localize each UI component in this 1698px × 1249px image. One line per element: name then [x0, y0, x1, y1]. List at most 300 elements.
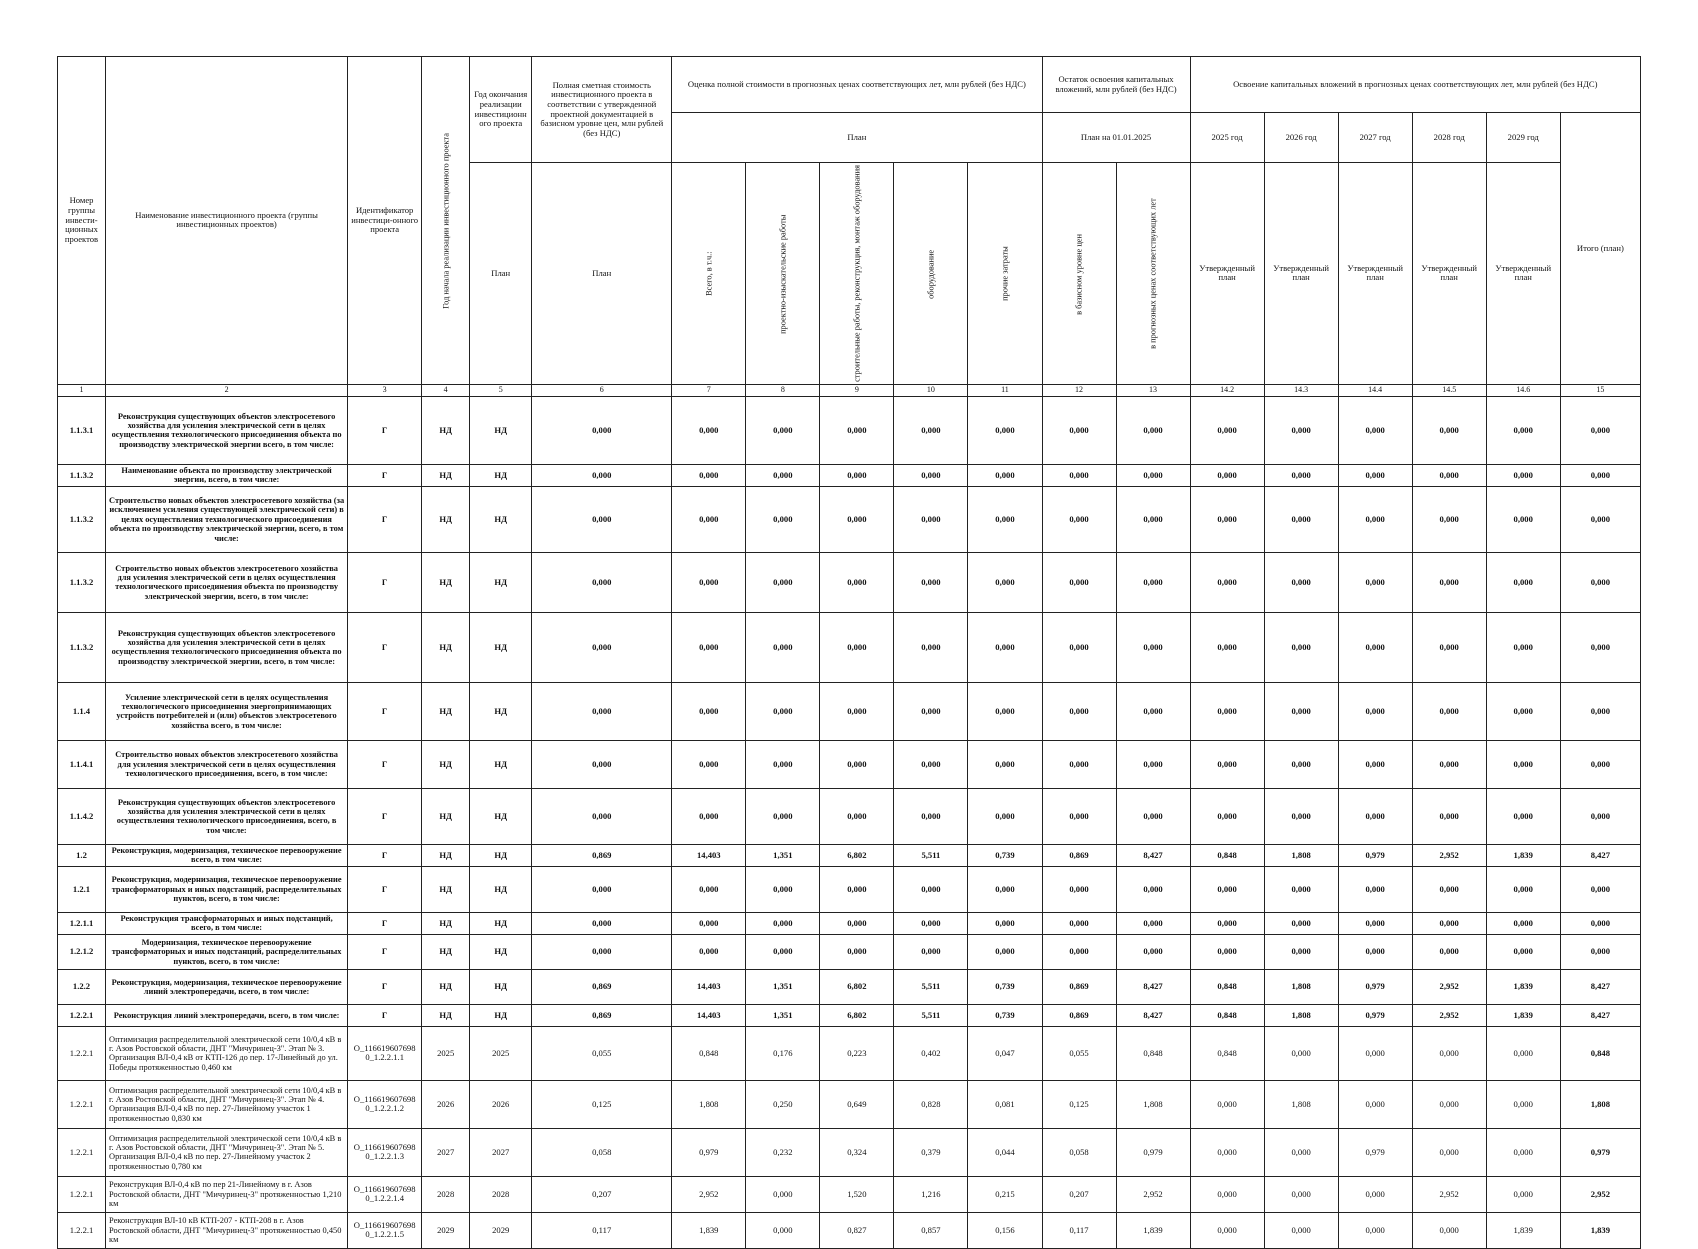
identifier-cell: О_116619607698 0_1.2.2.1.4 [348, 1176, 422, 1212]
identifier-cell: Г [348, 740, 422, 788]
identifier-cell: Г [348, 788, 422, 844]
other-cost-cell: 0,000 [968, 912, 1042, 934]
construction-cost-cell: 0,223 [820, 1026, 894, 1080]
plan-2027-cell: 0,000 [1338, 396, 1412, 464]
column-number: 14.4 [1338, 384, 1412, 396]
total-plan-cell: 0,848 [1560, 1026, 1640, 1080]
remaining-forecast-cell: 1,808 [1116, 1080, 1190, 1128]
group-number-cell: 1.2.1.1 [58, 912, 106, 934]
equipment-cost-cell: 0,000 [894, 912, 968, 934]
end-year-cell: 2025 [470, 1026, 532, 1080]
remaining-forecast-cell: 2,952 [1116, 1176, 1190, 1212]
plan-2026-cell: 0,000 [1264, 740, 1338, 788]
remaining-base-cell: 0,000 [1042, 740, 1116, 788]
project-name-cell: Строительство новых объектов электросетевого хозяйства (за исключением усиления существующей электрической сети) в целях осуществления технологического присоединения объекта по производству электрической энергии, всего, в том числе: [106, 486, 348, 552]
column-number: 15 [1560, 384, 1640, 396]
plan-2026-cell: 0,000 [1264, 464, 1338, 486]
estimate-cost-cell: 0,000 [532, 612, 672, 682]
project-name-cell: Реконструкция, модернизация, техническое перевооружение всего, в том числе: [106, 844, 348, 866]
approved-2027-header: Утвержденный план [1338, 163, 1412, 385]
construction-cost-cell: 0,000 [820, 740, 894, 788]
forecast-total-cell: 0,000 [672, 788, 746, 844]
start-year-cell: 2028 [422, 1176, 470, 1212]
estimate-cost-cell: 0,000 [532, 682, 672, 740]
plan-2028-cell: 0,000 [1412, 1212, 1486, 1248]
forecast-total-cell: 1,808 [672, 1080, 746, 1128]
column-number: 14.5 [1412, 384, 1486, 396]
plan-2025-cell: 0,000 [1190, 1212, 1264, 1248]
plan-2027-cell: 0,000 [1338, 740, 1412, 788]
other-cost-cell: 0,000 [968, 788, 1042, 844]
total-plan-cell: 0,000 [1560, 866, 1640, 912]
remaining-forecast-cell: 0,979 [1116, 1128, 1190, 1176]
end-year-cell: НД [470, 396, 532, 464]
project-name-cell: Реконструкция ВЛ-10 кВ КТП-207 - КТП-208 в г. Азов Ростовской области, ДНТ "Мичуринец-3" протяженностью 0,450 км [106, 1212, 348, 1248]
plan-2028-cell: 0,000 [1412, 612, 1486, 682]
forecast-total-cell: 0,000 [672, 912, 746, 934]
approved-2025-header: Утвержденный план [1190, 163, 1264, 385]
plan-2026-cell: 0,000 [1264, 866, 1338, 912]
project-name-cell: Реконструкция существующих объектов электросетевого хозяйства для усиления электрической сети в целях осуществления технологического присоединения объекта по производству электрической энергии всего, в том числе: [106, 396, 348, 464]
forecast-total-cell: 1,839 [672, 1212, 746, 1248]
group-number-cell: 1.2.2.1 [58, 1080, 106, 1128]
group-number-cell: 1.2.2.1 [58, 1026, 106, 1080]
other-cost-cell: 0,000 [968, 612, 1042, 682]
remaining-base-cell: 0,207 [1042, 1176, 1116, 1212]
col-end-year-header: Год окончания реализации инвестиционн ого проекта [470, 57, 532, 163]
forecast-total-cell: 0,000 [672, 612, 746, 682]
plan-2029-cell: 0,000 [1486, 1176, 1560, 1212]
sub-total-header: Всего, в т.ч.: [672, 163, 746, 385]
total-plan-cell: 0,979 [1560, 1128, 1640, 1176]
table-row [58, 464, 1641, 486]
total-plan-cell: 8,427 [1560, 844, 1640, 866]
start-year-cell: НД [422, 740, 470, 788]
plan-2025-cell: 0,000 [1190, 866, 1264, 912]
group-number-cell: 1.2.2.1 [58, 1128, 106, 1176]
plan-2028-cell: 0,000 [1412, 552, 1486, 612]
plan-2029-cell: 0,000 [1486, 866, 1560, 912]
total-plan-cell: 0,000 [1560, 788, 1640, 844]
table-row [58, 552, 1641, 612]
identifier-cell: Г [348, 612, 422, 682]
plan-2026-cell: 0,000 [1264, 682, 1338, 740]
table-row [58, 969, 1641, 1004]
equipment-cost-cell: 0,000 [894, 934, 968, 969]
table-row [58, 682, 1641, 740]
identifier-cell: О_116619607698 0_1.2.2.1.2 [348, 1080, 422, 1128]
project-name-cell: Реконструкция линий электропередачи, всего, в том числе: [106, 1004, 348, 1026]
plan-2026-cell: 0,000 [1264, 486, 1338, 552]
estimate-cost-cell: 0,000 [532, 552, 672, 612]
forecast-total-cell: 0,000 [672, 464, 746, 486]
column-number: 7 [672, 384, 746, 396]
plan-2029-cell: 0,000 [1486, 552, 1560, 612]
start-year-cell: НД [422, 612, 470, 682]
remaining-base-cell: 0,000 [1042, 788, 1116, 844]
project-name-cell: Строительство новых объектов электросетевого хозяйства для усиления электрической сети в целях осуществления технологического присоединения объекта по производству электрической энергии, всего, в том числе: [106, 552, 348, 612]
column-number: 11 [968, 384, 1042, 396]
equipment-cost-cell: 0,379 [894, 1128, 968, 1176]
group-number-cell: 1.1.4.1 [58, 740, 106, 788]
total-plan-cell: 0,000 [1560, 912, 1640, 934]
remaining-base-cell: 0,055 [1042, 1026, 1116, 1080]
remaining-base-cell: 0,869 [1042, 969, 1116, 1004]
estimate-cost-cell: 0,000 [532, 486, 672, 552]
plan-2025-cell: 0,000 [1190, 1128, 1264, 1176]
total-plan-cell: 0,000 [1560, 552, 1640, 612]
construction-cost-cell: 0,649 [820, 1080, 894, 1128]
total-plan-cell: 0,000 [1560, 396, 1640, 464]
start-year-cell: НД [422, 934, 470, 969]
start-year-cell: 2027 [422, 1128, 470, 1176]
estimate-cost-cell: 0,125 [532, 1080, 672, 1128]
construction-cost-cell: 6,802 [820, 1004, 894, 1026]
project-name-cell: Реконструкция, модернизация, техническое перевооружение трансформаторных и иных подстанций, распределительных пунктов, всего, в том числе: [106, 866, 348, 912]
end-year-cell: НД [470, 844, 532, 866]
plan-2027-cell: 0,000 [1338, 612, 1412, 682]
remaining-base-cell: 0,000 [1042, 866, 1116, 912]
other-cost-cell: 0,156 [968, 1212, 1042, 1248]
column-number: 4 [422, 384, 470, 396]
column-number: 1 [58, 384, 106, 396]
other-cost-cell: 0,739 [968, 969, 1042, 1004]
plan-2026-cell: 0,000 [1264, 1128, 1338, 1176]
remaining-forecast-cell: 0,000 [1116, 866, 1190, 912]
table-row [58, 844, 1641, 866]
identifier-cell: Г [348, 912, 422, 934]
investment-table [57, 56, 1641, 1249]
identifier-cell: Г [348, 844, 422, 866]
end-year-cell: НД [470, 1004, 532, 1026]
project-name-cell: Оптимизация распределительной электрической сети 10/0,4 кВ в г. Азов Ростовской области, ДНТ "Мичуринец-3". Этап № 3. Организация ВЛ-0,4 кВ от КТП-126 до пер. 17-Линейный до ул. Победы протяженностью 0,460 км [106, 1026, 348, 1080]
remaining-forecast-cell: 0,000 [1116, 788, 1190, 844]
plan-2026-cell: 0,000 [1264, 552, 1338, 612]
forecast-total-cell: 0,000 [672, 682, 746, 740]
remaining-forecast-cell: 8,427 [1116, 844, 1190, 866]
end-year-cell: НД [470, 552, 532, 612]
estimate-cost-cell: 0,207 [532, 1176, 672, 1212]
group-number-cell: 1.1.3.2 [58, 612, 106, 682]
total-plan-cell: 0,000 [1560, 612, 1640, 682]
plan-2025-cell: 0,848 [1190, 1004, 1264, 1026]
equipment-cost-cell: 0,000 [894, 682, 968, 740]
other-cost-cell: 0,000 [968, 464, 1042, 486]
forecast-total-cell: 2,952 [672, 1176, 746, 1212]
table-row [58, 788, 1641, 844]
group-number-cell: 1.1.3.2 [58, 552, 106, 612]
construction-cost-cell: 1,520 [820, 1176, 894, 1212]
project-name-cell: Реконструкция ВЛ-0,4 кВ по пер 21-Линейному в г. Азов Ростовской области, ДНТ "Мичуринец-3" протяженностью 1,210 км [106, 1176, 348, 1212]
plan-2027-cell: 0,000 [1338, 912, 1412, 934]
year-2026-header: 2026 год [1264, 113, 1338, 163]
equipment-cost-cell: 0,000 [894, 396, 968, 464]
plan-2025-cell: 0,000 [1190, 396, 1264, 464]
table-row [58, 486, 1641, 552]
design-cost-cell: 1,351 [746, 1004, 820, 1026]
estimate-cost-cell: 0,869 [532, 1004, 672, 1026]
col-investment-header: Освоение капитальных вложений в прогнозных ценах соответствующих лет, млн рублей (без НДС) [1190, 57, 1640, 113]
end-year-cell: 2028 [470, 1176, 532, 1212]
plan-2028-cell: 0,000 [1412, 912, 1486, 934]
forecast-total-cell: 14,403 [672, 1004, 746, 1026]
column-number: 12 [1042, 384, 1116, 396]
start-year-cell: 2025 [422, 1026, 470, 1080]
project-name-cell: Усиление электрической сети в целях осуществления технологического присоединения энергопринимающих устройств потребителей и (или) объектов электросетевого хозяйства всего, в том числе: [106, 682, 348, 740]
total-plan-cell: 0,000 [1560, 934, 1640, 969]
plan-2028-cell: 0,000 [1412, 486, 1486, 552]
plan-2028-cell: 2,952 [1412, 1176, 1486, 1212]
header-row-1 [58, 57, 1641, 113]
other-cost-cell: 0,000 [968, 934, 1042, 969]
forecast-total-cell: 0,000 [672, 934, 746, 969]
plan-2026-cell: 0,000 [1264, 912, 1338, 934]
construction-cost-cell: 0,000 [820, 934, 894, 969]
other-cost-cell: 0,000 [968, 866, 1042, 912]
plan-2029-cell: 0,000 [1486, 934, 1560, 969]
identifier-cell: Г [348, 396, 422, 464]
plan-2026-cell: 1,808 [1264, 844, 1338, 866]
estimate-cost-cell: 0,000 [532, 788, 672, 844]
estimate-cost-cell: 0,055 [532, 1026, 672, 1080]
start-year-cell: НД [422, 866, 470, 912]
remaining-forecast-cell: 0,000 [1116, 934, 1190, 969]
column-number: 3 [348, 384, 422, 396]
equipment-cost-cell: 5,511 [894, 844, 968, 866]
remaining-base-cell: 0,000 [1042, 486, 1116, 552]
col-identifier-header: Идентификатор инвестици-онного проекта [348, 57, 422, 385]
year-2025-header: 2025 год [1190, 113, 1264, 163]
equipment-cost-cell: 0,000 [894, 788, 968, 844]
plan-2029-cell: 0,000 [1486, 788, 1560, 844]
plan-2027-cell: 0,000 [1338, 866, 1412, 912]
equipment-cost-cell: 1,216 [894, 1176, 968, 1212]
identifier-cell: Г [348, 486, 422, 552]
identifier-cell: О_116619607698 0_1.2.2.1.3 [348, 1128, 422, 1176]
remaining-forecast-cell: 1,839 [1116, 1212, 1190, 1248]
plan-2026-cell: 1,808 [1264, 1004, 1338, 1026]
column-number: 14.6 [1486, 384, 1560, 396]
group-number-cell: 1.2.2.1 [58, 1212, 106, 1248]
plan-2028-cell: 0,000 [1412, 396, 1486, 464]
estimate-cost-cell: 0,000 [532, 740, 672, 788]
column-number: 14.2 [1190, 384, 1264, 396]
end-year-cell: НД [470, 612, 532, 682]
forecast-total-cell: 0,000 [672, 486, 746, 552]
construction-cost-cell: 6,802 [820, 969, 894, 1004]
column-number: 5 [470, 384, 532, 396]
construction-cost-cell: 0,324 [820, 1128, 894, 1176]
plan-2029-cell: 0,000 [1486, 486, 1560, 552]
construction-cost-cell: 0,000 [820, 912, 894, 934]
plan-2029-cell: 0,000 [1486, 1080, 1560, 1128]
other-cost-cell: 0,000 [968, 740, 1042, 788]
end-year-cell: 2027 [470, 1128, 532, 1176]
end-year-plan-header: План [470, 163, 532, 385]
end-year-cell: НД [470, 740, 532, 788]
remaining-base-cell: 0,869 [1042, 1004, 1116, 1026]
start-year-cell: НД [422, 1004, 470, 1026]
plan-2027-cell: 0,000 [1338, 682, 1412, 740]
remaining-forecast-cell: 0,848 [1116, 1026, 1190, 1080]
group-number-cell: 1.1.3.2 [58, 486, 106, 552]
forecast-total-cell: 0,979 [672, 1128, 746, 1176]
plan-2025-cell: 0,848 [1190, 1026, 1264, 1080]
remaining-forecast-cell: 0,000 [1116, 612, 1190, 682]
estimate-cost-cell: 0,000 [532, 934, 672, 969]
plan-2025-cell: 0,000 [1190, 464, 1264, 486]
start-year-cell: 2026 [422, 1080, 470, 1128]
identifier-cell: О_116619607698 0_1.2.2.1.1 [348, 1026, 422, 1080]
plan-2027-cell: 0,000 [1338, 486, 1412, 552]
group-number-cell: 1.2.1.2 [58, 934, 106, 969]
end-year-cell: НД [470, 934, 532, 969]
group-number-cell: 1.1.3.1 [58, 396, 106, 464]
design-cost-cell: 0,232 [746, 1128, 820, 1176]
total-plan-header: Итого (план) [1560, 113, 1640, 385]
sub-base-header: в базисном уровне цен [1042, 163, 1116, 385]
total-plan-cell: 0,000 [1560, 740, 1640, 788]
plan-2029-cell: 1,839 [1486, 1004, 1560, 1026]
plan-2029-cell: 0,000 [1486, 396, 1560, 464]
plan-2028-cell: 0,000 [1412, 1026, 1486, 1080]
equipment-cost-cell: 5,511 [894, 1004, 968, 1026]
start-year-cell: НД [422, 844, 470, 866]
equipment-cost-cell: 0,000 [894, 464, 968, 486]
plan-2027-cell: 0,000 [1338, 934, 1412, 969]
identifier-cell: Г [348, 969, 422, 1004]
plan-2025-cell: 0,000 [1190, 612, 1264, 682]
total-plan-cell: 1,839 [1560, 1212, 1640, 1248]
plan-2025-cell: 0,000 [1190, 934, 1264, 969]
end-year-cell: НД [470, 486, 532, 552]
table-row [58, 934, 1641, 969]
design-cost-cell: 0,000 [746, 866, 820, 912]
other-cost-cell: 0,000 [968, 682, 1042, 740]
plan-2028-cell: 0,000 [1412, 740, 1486, 788]
project-name-cell: Строительство новых объектов электросетевого хозяйства для усиления электрической сети в целях осуществления технологического присоединения, всего, в том числе: [106, 740, 348, 788]
equipment-cost-cell: 0,857 [894, 1212, 968, 1248]
project-name-cell: Наименование объекта по производству электрической энергии, всего, в том числе: [106, 464, 348, 486]
total-plan-cell: 1,808 [1560, 1080, 1640, 1128]
equipment-cost-cell: 0,000 [894, 486, 968, 552]
plan-2027-cell: 0,000 [1338, 788, 1412, 844]
estimate-cost-cell: 0,869 [532, 969, 672, 1004]
approved-2026-header: Утвержденный план [1264, 163, 1338, 385]
col-start-year-header: Год начала реализации инвестиционного проекта [422, 57, 470, 385]
table-row [58, 1004, 1641, 1026]
column-number: 6 [532, 384, 672, 396]
end-year-cell: НД [470, 682, 532, 740]
design-cost-cell: 0,000 [746, 486, 820, 552]
sub-design-header: проектно-изыскательские работы [746, 163, 820, 385]
plan-2029-cell: 0,000 [1486, 612, 1560, 682]
sub-forecast-header: в прогнозных ценах соответствующих лет [1116, 163, 1190, 385]
estimate-plan-header: План [532, 163, 672, 385]
plan-2028-cell: 0,000 [1412, 464, 1486, 486]
forecast-total-cell: 0,848 [672, 1026, 746, 1080]
plan-2026-cell: 1,808 [1264, 1080, 1338, 1128]
plan-2027-cell: 0,000 [1338, 1176, 1412, 1212]
end-year-cell: НД [470, 969, 532, 1004]
identifier-cell: Г [348, 866, 422, 912]
remaining-base-cell: 0,000 [1042, 612, 1116, 682]
column-number: 2 [106, 384, 348, 396]
end-year-cell: НД [470, 788, 532, 844]
approved-2028-header: Утвержденный план [1412, 163, 1486, 385]
table-row [58, 1080, 1641, 1128]
design-cost-cell: 0,000 [746, 740, 820, 788]
column-number: 9 [820, 384, 894, 396]
estimate-cost-cell: 0,117 [532, 1212, 672, 1248]
start-year-cell: НД [422, 486, 470, 552]
identifier-cell: Г [348, 682, 422, 740]
project-name-cell: Модернизация, техническое перевооружение трансформаторных и иных подстанций, распределительных пунктов, всего, в том числе: [106, 934, 348, 969]
remaining-base-cell: 0,117 [1042, 1212, 1116, 1248]
remaining-base-cell: 0,000 [1042, 912, 1116, 934]
project-name-cell: Реконструкция, модернизация, техническое перевооружение линий электропередачи, всего, в том числе: [106, 969, 348, 1004]
equipment-cost-cell: 0,000 [894, 552, 968, 612]
sub-other-header: прочие затраты [968, 163, 1042, 385]
column-number: 8 [746, 384, 820, 396]
other-cost-cell: 0,081 [968, 1080, 1042, 1128]
construction-cost-cell: 6,802 [820, 844, 894, 866]
plan-2027-cell: 0,000 [1338, 1026, 1412, 1080]
table-row [58, 612, 1641, 682]
remaining-base-cell: 0,058 [1042, 1128, 1116, 1176]
plan-2026-cell: 0,000 [1264, 1176, 1338, 1212]
project-name-cell: Оптимизация распределительной электрической сети 10/0,4 кВ в г. Азов Ростовской области, ДНТ "Мичуринец-3". Этап № 5. Организация ВЛ-0,4 кВ по пер. 27-Линейному участок 2 протяженностью 0,780 км [106, 1128, 348, 1176]
plan-2026-cell: 0,000 [1264, 396, 1338, 464]
equipment-cost-cell: 0,402 [894, 1026, 968, 1080]
other-cost-cell: 0,215 [968, 1176, 1042, 1212]
design-cost-cell: 0,000 [746, 552, 820, 612]
other-cost-cell: 0,000 [968, 552, 1042, 612]
other-cost-cell: 0,739 [968, 844, 1042, 866]
plan-2028-cell: 2,952 [1412, 1004, 1486, 1026]
remaining-forecast-cell: 0,000 [1116, 486, 1190, 552]
table-body [58, 57, 1641, 1249]
design-cost-cell: 1,351 [746, 844, 820, 866]
end-year-cell: 2029 [470, 1212, 532, 1248]
other-cost-cell: 0,000 [968, 396, 1042, 464]
forecast-total-cell: 0,000 [672, 740, 746, 788]
plan-2025-cell: 0,848 [1190, 844, 1264, 866]
remaining-plan-date-header: План на 01.01.2025 [1042, 113, 1190, 163]
plan-2028-cell: 0,000 [1412, 682, 1486, 740]
table-row [58, 1212, 1641, 1248]
col-project-name-header: Наименование инвестиционного проекта (группы инвестиционных проектов) [106, 57, 348, 385]
equipment-cost-cell: 0,000 [894, 740, 968, 788]
construction-cost-cell: 0,000 [820, 396, 894, 464]
total-plan-cell: 8,427 [1560, 969, 1640, 1004]
plan-2026-cell: 0,000 [1264, 934, 1338, 969]
plan-2029-cell: 0,000 [1486, 464, 1560, 486]
remaining-base-cell: 0,000 [1042, 934, 1116, 969]
plan-2025-cell: 0,000 [1190, 1080, 1264, 1128]
remaining-base-cell: 0,000 [1042, 464, 1116, 486]
plan-2025-cell: 0,000 [1190, 740, 1264, 788]
other-cost-cell: 0,739 [968, 1004, 1042, 1026]
equipment-cost-cell: 0,828 [894, 1080, 968, 1128]
remaining-forecast-cell: 8,427 [1116, 1004, 1190, 1026]
start-year-cell: НД [422, 464, 470, 486]
plan-2029-cell: 1,839 [1486, 969, 1560, 1004]
group-number-cell: 1.2.2.1 [58, 1176, 106, 1212]
table-row [58, 1176, 1641, 1212]
col-estimate-cost-header: Полная сметная стоимость инвестиционного проекта в соответствии с утвержденной проектной документацией в базисном уровне цен, млн рублей (без НДС) [532, 57, 672, 163]
table-row [58, 912, 1641, 934]
